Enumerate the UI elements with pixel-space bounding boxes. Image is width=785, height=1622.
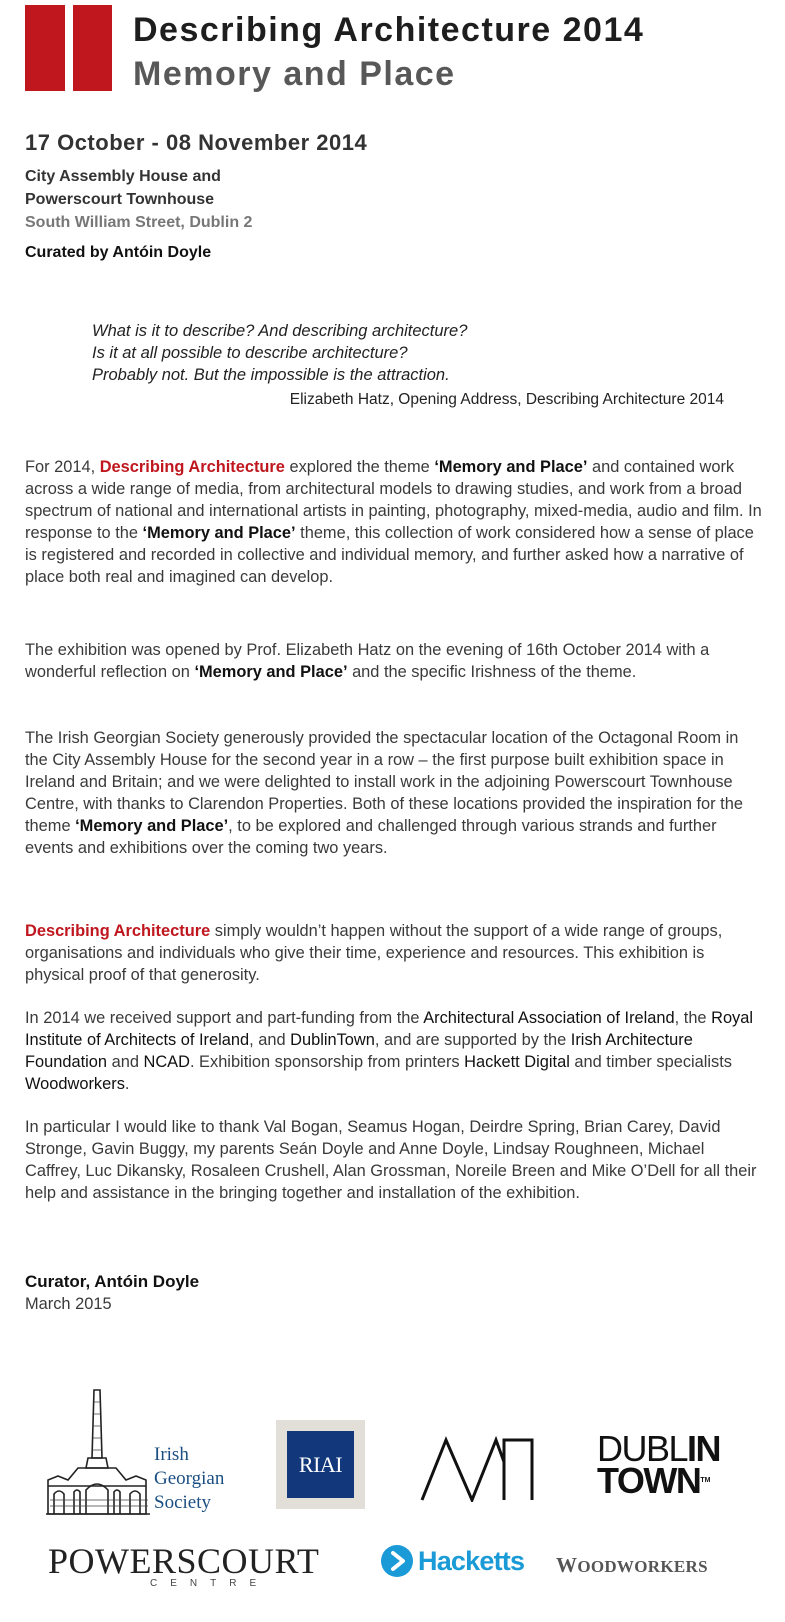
paragraph-funding bbox=[25, 1007, 763, 1095]
text-run: and contained work across a wide range of media, from architectural models to drawing studies, and work from a broad spectrum of national and international artists in painting, photography, mixed-media, audio and film. In response to the bbox=[25, 458, 762, 542]
woodworkers-rest: OODWORKERS bbox=[577, 1557, 708, 1576]
page-title: Describing Architecture 2014 bbox=[133, 11, 645, 49]
page-subtitle: Memory and Place bbox=[133, 55, 456, 93]
theme-name: ‘Memory and Place’ bbox=[194, 663, 348, 681]
theme-name: ‘Memory and Place’ bbox=[434, 458, 588, 476]
text-run: and the specific Irishness of the theme. bbox=[347, 663, 637, 681]
woodworkers-logo bbox=[556, 1553, 708, 1578]
event-venue bbox=[25, 165, 252, 234]
paragraph-opening bbox=[25, 639, 763, 683]
quote-line-2: Is it at all possible to describe architecture? bbox=[92, 344, 408, 362]
town-text: TOWN bbox=[597, 1460, 701, 1501]
text-run: explored the theme bbox=[284, 458, 435, 476]
red-bar-right bbox=[73, 5, 112, 91]
text-run: and bbox=[107, 1053, 144, 1071]
igs-word: Irish bbox=[154, 1444, 189, 1465]
powerscourt-centre-text: CENTRE bbox=[150, 1578, 270, 1589]
irish-georgian-society-wordmark bbox=[154, 1443, 224, 1515]
sponsor-woodworkers: Woodworkers bbox=[25, 1075, 125, 1093]
powerscourt-logo bbox=[48, 1543, 319, 1579]
text-run: theme, this collection of work considered how a sense of place is registered and recorded in collective and individual memory, and further asked how a narrative of place both real and imagined can develop. bbox=[25, 524, 754, 586]
text-run: , and bbox=[249, 1031, 291, 1049]
sponsor-ncad: NCAD bbox=[143, 1053, 190, 1071]
sponsor-aai: Architectural Association of Ireland bbox=[423, 1009, 675, 1027]
theme-name: ‘Memory and Place’ bbox=[142, 524, 296, 542]
venue-line-2: Powerscourt Townhouse bbox=[25, 191, 215, 208]
curated-by: Curated by Antóin Doyle bbox=[25, 244, 212, 261]
riai-wordmark: RIAI bbox=[287, 1431, 354, 1498]
dublin-bold: IN bbox=[687, 1428, 721, 1469]
woodworkers-initial: W bbox=[556, 1553, 578, 1577]
irish-georgian-society-logo bbox=[44, 1388, 154, 1516]
text-run: , the bbox=[674, 1009, 712, 1027]
text-run: , and are supported by the bbox=[374, 1031, 571, 1049]
riai-logo bbox=[276, 1420, 365, 1509]
igs-word: Society bbox=[154, 1492, 211, 1513]
sponsor-riai: Royal Institute of Architects of Ireland bbox=[25, 1009, 754, 1049]
paragraph-locations bbox=[25, 727, 763, 859]
curator-signature: Curator, Antóin Doyle bbox=[25, 1272, 200, 1291]
hacketts-wordmark: Hacketts bbox=[418, 1545, 525, 1576]
red-bar-left bbox=[25, 5, 65, 91]
trademark-mark: TM bbox=[700, 1477, 711, 1484]
dublin-thin: DUBL bbox=[597, 1428, 688, 1469]
powerscourt-wordmark: POWERSCOURT bbox=[48, 1541, 320, 1581]
signature-date: March 2015 bbox=[25, 1295, 112, 1313]
venue-address: South William Street, Dublin 2 bbox=[25, 214, 253, 231]
quote-line-3: Probably not. But the impossible is the attraction. bbox=[92, 366, 450, 384]
sponsor-iaf: Irish Architecture Foundation bbox=[25, 1031, 693, 1071]
sponsor-dublintown: DublinTown bbox=[290, 1031, 375, 1049]
text-run: , to be explored and challenged through various strands and further events and exhibitions over the coming two years. bbox=[25, 817, 717, 857]
event-dates: 17 October - 08 November 2014 bbox=[25, 130, 368, 155]
igs-word: Georgian bbox=[154, 1468, 225, 1489]
hacketts-play-icon bbox=[380, 1544, 414, 1578]
text-run: For 2014, bbox=[25, 458, 100, 476]
text-run: simply wouldn’t happen without the support of a wide range of groups, organisations and individuals who give their time, experience and resources. This exhibition is physical proof of that generosity. bbox=[25, 922, 723, 984]
architectural-association-logo bbox=[420, 1436, 536, 1502]
hacketts-logo bbox=[380, 1544, 524, 1578]
text-run: and timber specialists bbox=[569, 1053, 732, 1071]
highlight-describing-architecture: Describing Architecture bbox=[25, 922, 211, 940]
text-run: The exhibition was opened by Prof. Elizabeth Hatz on the evening of 16th October 2014 with a wonderful reflection on bbox=[25, 641, 710, 681]
opening-quote bbox=[92, 320, 467, 386]
paragraph-support bbox=[25, 920, 763, 986]
quote-line-1: What is it to describe? And describing architecture? bbox=[92, 322, 468, 340]
paragraph-thanks: In particular I would like to thank Val Bogan, Seamus Hogan, Deirdre Spring, Brian Carey, David Stronge, Gavin Buggy, my parents Seán Doyle and Anne Doyle, Lindsay Roughneen, Michael Caffrey, Luc Dikansky, Rosaleen Crushell, Alan Grossman, Noreile Breen and Mike O’Dell for all their help and assistance in the bringing together and installation of the exhibition. bbox=[25, 1118, 757, 1202]
quote-attribution: Elizabeth Hatz, Opening Address, Describing Architecture 2014 bbox=[289, 391, 724, 408]
dublintown-logo bbox=[597, 1428, 721, 1501]
text-run: In 2014 we received support and part-funding from the bbox=[25, 1009, 424, 1027]
sponsor-hackett: Hackett Digital bbox=[464, 1053, 570, 1071]
paragraph-theme bbox=[25, 456, 763, 588]
town-wordmark bbox=[597, 1460, 720, 1501]
text-run: . Exhibition sponsorship from printers bbox=[189, 1053, 465, 1071]
theme-name: ‘Memory and Place’ bbox=[75, 817, 229, 835]
highlight-describing-architecture: Describing Architecture bbox=[99, 458, 285, 476]
text-run: . bbox=[124, 1075, 130, 1093]
venue-line-1: City Assembly House and bbox=[25, 168, 221, 185]
text-run: The Irish Georgian Society generously provided the spectacular location of the Octagonal Room in the City Assembly House for the second year in a row – the first purpose built exhibition space in Ireland and Britain; and we were delighted to install work in the adjoining Powerscourt Townhouse Centre, with thanks to Clarendon Properties. Both of these locations provided the inspiration for the theme bbox=[25, 729, 743, 835]
